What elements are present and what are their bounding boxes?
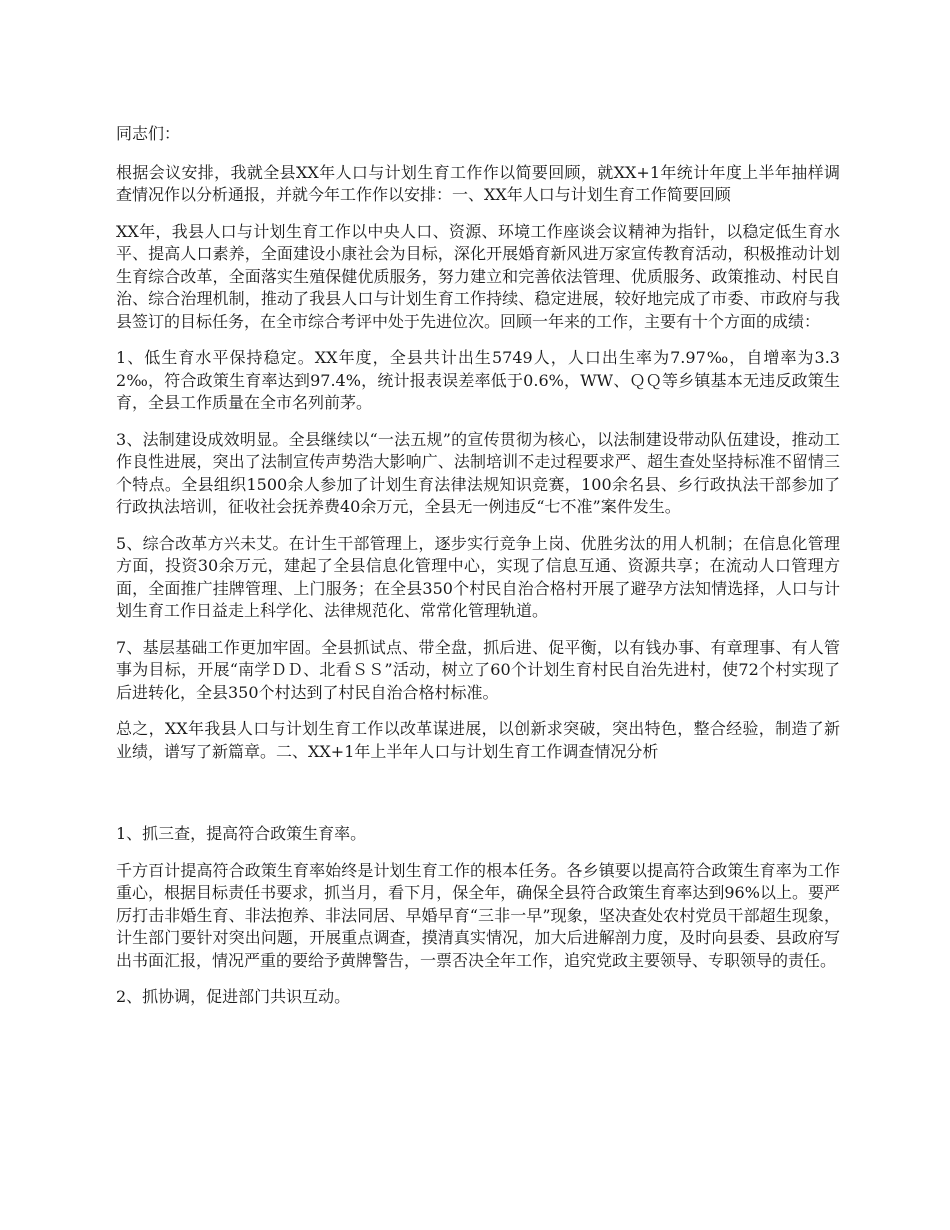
paragraph-overview: XX年，我县人口与计划生育工作以中央人口、资源、环境工作座谈会议精神为指针，以稳定低生育水平、提高人口素养，全面建设小康社会为目标，深化开展婚育新风进万家宣传教育活动，积极推动计划生育综合改革，全面落实生殖保健优质服务，努力建立和完善依法管理、优质服务、政策推动、村民自治、综合治理机制，推动了我县人口与计划生育工作持续、稳定进展，较好地完成了市委、市政府与我县签订的目标任务，在全市综合考评中处于先进位次。回顾一年来的工作，主要有十个方面的成绩： (116, 221, 840, 331)
heading-task-2: 2、抓协调，促进部门共识互动。 (116, 987, 351, 1006)
paragraph-task-1-body: 千方百计提高符合政策生育率始终是计划生育工作的根本任务。各乡镇要以提高符合政策生育率为工作重心，根据目标责任书要求，抓当月，看下月，保全年，确保全县符合政策生育率达到96%以上。要严厉打击非婚生育、非法抱养、非法同居、早婚早育“三非一早”现象，坚决查处农村党员干部超生现象，计生部门要针对突出问题，开展重点调查，摸清真实情况，加大后进解剖力度，及时向县委、县政府写出书面汇报，情况严重的要给予黄牌警告，一票否决全年工作，追究党政主要领导、专职领导的责任。 (116, 860, 840, 970)
document-body (116, 123, 840, 1023)
paragraph-item-5: 5、综合改革方兴未艾。在计生干部管理上，逐步实行竞争上岗、优胜劣汰的用人机制；在信息化管理方面，投资30余万元，建起了全县信息化管理中心，实现了信息互通、资源共享；在流动人口管理方面，全面推广挂牌管理、上门服务；在全县350个村民自治合格村开展了避孕方法知情选择，人口与计划生育工作日益走上科学化、法律规范化、常常化管理轨道。 (116, 533, 840, 620)
paragraph-item-7: 7、基层基础工作更加牢固。全县抓试点、带全盘，抓后进、促平衡，以有钱办事、有章理事、有人管事为目标，开展“南学ＤＤ、北看ＳＳ”活动，树立了60个计划生育村民自治先进村，使72个村实现了后进转化，全县350个村达到了村民自治合格村标准。 (116, 637, 840, 702)
paragraph-intro: 根据会议安排，我就全县XX年人口与计划生育工作作以简要回顾，就XX+1年统计年度上半年抽样调查情况作以分析通报，并就今年工作作以安排：一、XX年人口与计划生育工作简要回顾 (116, 162, 840, 204)
paragraph-item-1: 1、低生育水平保持稳定。XX年度，全县共计出生5749人，人口出生率为7.97‰，自增率为3.32‰，符合政策生育率达到97.4%，统计报表误差率低于0.6%，WW、ＱＱ等乡镇基本无违反政策生育，全县工作质量在全市名列前茅。 (116, 348, 840, 412)
section-gap (116, 777, 840, 823)
greeting: 同志们： (116, 124, 181, 143)
paragraph-item-3: 3、法制建设成效明显。全县继续以“一法五规”的宣传贯彻为核心，以法制建设带动队伍建设，推动工作良性进展，突出了法制宣传声势浩大影响广、法制培训不走过程要求严、超生查处坚持标准不留情三个特点。全县组织1500余人参加了计划生育法律法规知识竞赛，100余名县、乡行政执法干部参加了行政执法培训，征收社会抚养费40余万元，全县无一例违反“七不准”案件发生。 (116, 429, 840, 516)
heading-task-1: 1、抓三查，提高符合政策生育率。 (116, 824, 367, 843)
paragraph-summary: 总之，XX年我县人口与计划生育工作以改革谋进展，以创新求突破，突出特色，整合经验，制造了新业绩，谱写了新篇章。二、XX+1年上半年人口与计划生育工作调查情况分析 (116, 719, 840, 761)
